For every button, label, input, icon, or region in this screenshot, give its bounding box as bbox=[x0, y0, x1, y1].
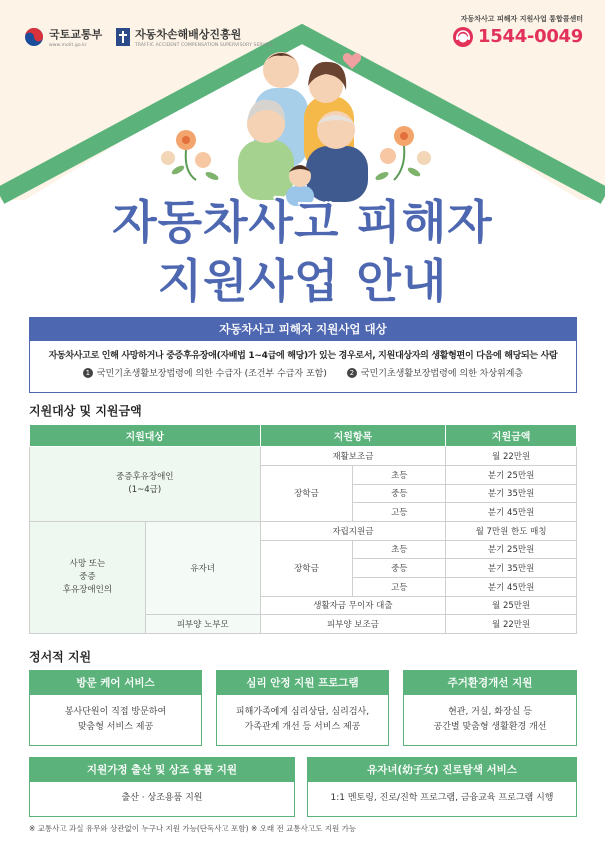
self-support-amount: 월 7만원 한도 매칭 bbox=[446, 521, 577, 540]
card-body: 봉사단원이 직접 방문하여 맞춤형 서비스 제공 bbox=[64, 707, 167, 732]
page-title-line1: 자동차사고 피해자 bbox=[112, 195, 493, 249]
card-career bbox=[307, 757, 577, 817]
loan-amount: 월 25만원 bbox=[446, 596, 577, 615]
eligibility-criterion bbox=[83, 366, 327, 379]
headset-icon bbox=[453, 27, 473, 47]
amount-cell: 분기 35만원 bbox=[446, 484, 577, 503]
rehab-amount: 월 22만원 bbox=[446, 447, 577, 466]
card-housing bbox=[403, 670, 577, 746]
bereaved-target: 사망 또는 중증 후유장애인의 bbox=[30, 521, 146, 633]
card-visit-care bbox=[29, 670, 202, 746]
card-body: 1:1 멘토링, 진로/진학 프로그램, 금융교육 프로그램 시행 bbox=[330, 793, 554, 803]
card-birth-funeral bbox=[29, 757, 295, 817]
card-psych-support bbox=[216, 670, 389, 746]
severe-target: 중증후유장애인 (1~4급) bbox=[30, 447, 261, 522]
level-cell: 고등 bbox=[353, 503, 446, 522]
table-row bbox=[30, 447, 577, 466]
card-title: 심리 안정 지원 프로그램 bbox=[217, 671, 388, 695]
card-body: 출산 · 상조용품 지원 bbox=[121, 793, 203, 803]
molit-logo bbox=[24, 26, 102, 48]
amount-cell: 분기 25만원 bbox=[446, 540, 577, 559]
elder-item: 피부양 보조금 bbox=[260, 615, 446, 634]
table-header-row bbox=[30, 425, 577, 447]
child-scholarship: 장학금 bbox=[260, 540, 353, 596]
callcenter bbox=[453, 14, 583, 47]
amount-cell: 분기 45만원 bbox=[446, 577, 577, 596]
card-body: 현관, 거실, 화장실 등 공간별 맞춤형 생활환경 개선 bbox=[433, 707, 547, 732]
eligibility-heading: 자동차사고 피해자 지원사업 대상 bbox=[30, 318, 576, 341]
support-section-title: 지원대상 및 지원금액 bbox=[29, 404, 142, 418]
level-cell: 초등 bbox=[353, 540, 446, 559]
molit-url: www.molit.go.kr bbox=[49, 43, 87, 48]
callcenter-number[interactable]: 1544-0049 bbox=[478, 26, 583, 47]
level-cell: 중등 bbox=[353, 559, 446, 578]
eligibility-criterion bbox=[347, 366, 523, 379]
callcenter-label: 자동차사고 피해자 지원사업 통합콜센터 bbox=[460, 15, 583, 23]
card-title: 주거환경개선 지원 bbox=[404, 671, 576, 695]
support-table bbox=[29, 424, 577, 634]
header-amount: 지원금액 bbox=[446, 425, 577, 447]
molit-name: 국토교통부 bbox=[49, 28, 103, 41]
card-title: 지원가정 출산 및 상조 용품 지원 bbox=[30, 758, 294, 782]
level-cell: 초등 bbox=[353, 465, 446, 484]
child-target: 유자녀 bbox=[145, 521, 260, 614]
page-title-line2: 지원사업 안내 bbox=[157, 254, 448, 308]
hero-banner bbox=[0, 0, 605, 315]
amount-cell: 분기 35만원 bbox=[446, 559, 577, 578]
level-cell: 고등 bbox=[353, 577, 446, 596]
table-row bbox=[30, 521, 577, 540]
taeguk-icon bbox=[24, 27, 44, 47]
loan-item: 생활자금 무이자 대출 bbox=[260, 596, 446, 615]
kotsa-name: 자동차손해배상진흥원 bbox=[135, 28, 242, 41]
emotional-section-title: 정서적 지원 bbox=[29, 650, 92, 664]
criterion-text: 국민기초생활보장법령에 의한 수급자 (조건부 수급자 포함) bbox=[96, 369, 327, 379]
kotsa-subtitle: TRAFFIC ACCIDENT COMPENSATION SUPERVISORY SERVICE bbox=[135, 43, 274, 48]
card-title: 방문 케어 서비스 bbox=[30, 671, 201, 695]
self-support-item: 자립지원금 bbox=[260, 521, 446, 540]
kotsa-logo bbox=[116, 26, 273, 48]
amount-cell: 분기 25만원 bbox=[446, 465, 577, 484]
card-title: 유자녀(幼子女) 진로탐색 서비스 bbox=[308, 758, 576, 782]
elder-amount: 월 22만원 bbox=[446, 615, 577, 634]
number-badge-icon: 2 bbox=[347, 368, 357, 378]
criterion-text: 국민기초생활보장법령에 의한 차상위계층 bbox=[360, 369, 524, 379]
elder-target: 피부양 노부모 bbox=[145, 615, 260, 634]
number-badge-icon: 1 bbox=[83, 368, 93, 378]
header-item: 지원항목 bbox=[260, 425, 446, 447]
eligibility-description: 자동차사고로 인해 사망하거나 중증후유장애(자배법 1~4급에 해당)가 있는 경우로서, 지원대상자의 생활형편이 다음에 해당되는 사람 bbox=[48, 351, 558, 361]
eligibility-box bbox=[29, 317, 577, 393]
rehab-item: 재활보조금 bbox=[260, 447, 446, 466]
card-body: 피해가족에게 심리상담, 심리검사, 가족관계 개선 등 서비스 제공 bbox=[235, 707, 370, 732]
amount-cell: 분기 45만원 bbox=[446, 503, 577, 522]
footnote: ※ 교통사고 과실 유무와 상관없이 누구나 지원 가능(단독사고 포함) ※ 오래 전 교통사고도 지원 가능 bbox=[29, 824, 357, 833]
header-target: 지원대상 bbox=[30, 425, 261, 447]
level-cell: 중등 bbox=[353, 484, 446, 503]
kotsa-emblem-icon bbox=[116, 28, 130, 46]
severe-scholarship: 장학금 bbox=[260, 465, 353, 521]
